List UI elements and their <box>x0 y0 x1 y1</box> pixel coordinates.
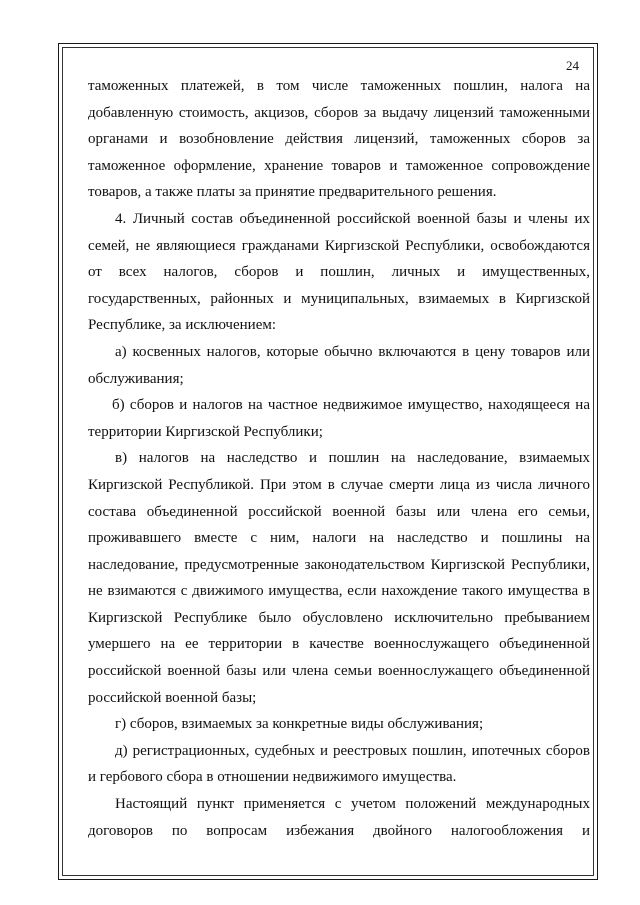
paragraph-subitem-b: б) сборов и налогов на частное недвижимое имущество, находящееся на территории Киргизской Республики; <box>88 397 590 440</box>
paragraph-subitem-g: г) сборов, взимаемых за конкретные виды обслуживания; <box>115 716 484 733</box>
document-body <box>88 73 590 844</box>
paragraph-application-note: Настоящий пункт применяется с учетом положений международных договоров по вопросам избежания двойного налогообложения и <box>88 796 590 839</box>
page-number: 24 <box>566 58 579 73</box>
paragraph-subitem-a: а) косвенных налогов, которые обычно включаются в цену товаров или обслуживания; <box>88 343 590 387</box>
paragraph-subitem-d: д) регистрационных, судебных и реестровых пошлин, ипотечных сборов и гербового сбора в отношении недвижимого имущества. <box>88 742 590 786</box>
paragraph-item-4: 4. Личный состав объединенной российской военной базы и члены их семей, не являющиеся гражданами Киргизской Республики, освобождаются от всех налогов, сборов и пошлин, личных и имущественных, государственных, районных и муниципальных, взимаемых в Киргизской Республике, за исключением: <box>88 210 590 334</box>
paragraph-customs-continuation: таможенных платежей, в том числе таможенных пошлин, налога на добавленную стоимость, акцизов, сборов за выдачу лицензий таможенными органами и возобновление действия лицензий, таможенных сборов за таможенное оформление, хранение товаров и таможенное сопровождение товаров, а также платы за принятие предварительного решения. <box>88 78 590 201</box>
paragraph-subitem-v: в) налогов на наследство и пошлин на наследование, взимаемых Киргизской Республикой. При этом в случае смерти лица из числа личного состава объединенной российской военной базы или члена его семьи, проживавшего вместе с ним, налоги на наследство и пошлины на наследование, предусмотренные законодательством Киргизской Республики, не взимаются с движимого имущества, если нахождение такого имущества в Киргизской Республике было обусловлено исключительно пребыванием умершего на ее территории в качестве военнослужащего объединенной российской военной базы или члена семьи военнослужащего объединенной российской военной базы; <box>88 450 590 706</box>
